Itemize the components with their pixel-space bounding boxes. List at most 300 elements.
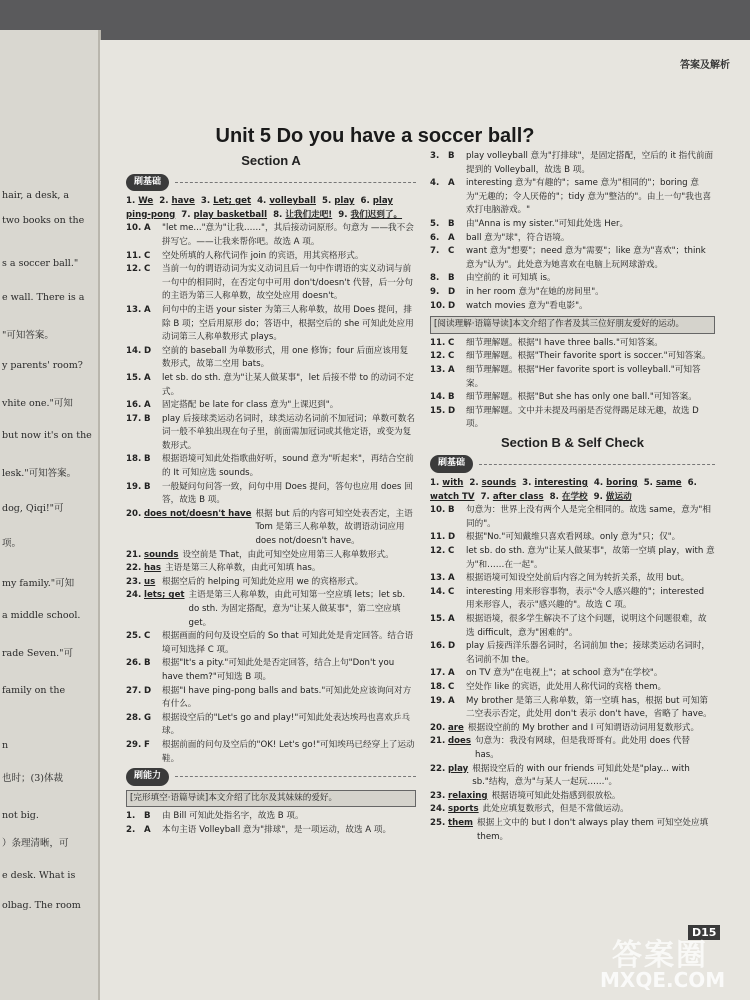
item-answer: B: [144, 454, 151, 465]
item-explanation: ball 意为"球"，符合语境。: [466, 232, 570, 243]
item-number: 11.: [430, 532, 446, 543]
left-page-text: a middle school.: [2, 610, 81, 621]
left-column: [126, 150, 416, 838]
item-number: 3.: [430, 151, 440, 161]
item-explanation: 问句中的主语 your sister 为第三人称单数，故用 Does 提问，排除 B 项；空后用原形 do；答语中，根据空后的 she 可知此处应用动词第三人称单数形式 plays。: [162, 304, 414, 343]
item-explanation: 根据语境可知此处指感到很放松。: [491, 790, 621, 801]
item-number: 3.: [200, 196, 214, 207]
answer-item: [430, 586, 715, 613]
item-answer: watch TV: [430, 491, 475, 502]
item-explanation: My brother 是第三人称单数，第一空填 has，根据 but 可知第二空表示否定，此处用 don't 表示 don't have，省略了 have。: [466, 695, 712, 720]
answer-list: [126, 810, 416, 837]
item-number: 28.: [126, 712, 142, 723]
fill-answers: [430, 477, 715, 504]
answer-list: [430, 150, 715, 313]
answer-item: [126, 562, 416, 576]
item-explanation: 根据语境可知设空处前后内容之间为转折关系，故用 but。: [466, 573, 690, 584]
item-answer: us: [144, 576, 156, 587]
page-number: D15: [688, 925, 720, 940]
item-explanation: 设空前是 That，由此可知空处应用第三人称单数形式。: [182, 549, 394, 560]
item-answer: 在学校: [561, 491, 588, 502]
tag-ability: [126, 768, 416, 786]
item-number: 13.: [430, 573, 446, 584]
fill-answer: [257, 196, 316, 206]
fill-answer: [126, 196, 153, 206]
item-explanation: 固定搭配 be late for class 意为"上课迟到"。: [162, 400, 339, 411]
item-answer: C: [144, 631, 151, 642]
item-explanation: 句意为：世界上没有两个人是完全相同的。故选 same，意为"相同的"。: [466, 505, 711, 529]
answer-item: [126, 222, 416, 249]
item-number: 10.: [430, 300, 446, 311]
watermark-url: MXQE.COM: [600, 968, 726, 992]
answer-item: [126, 399, 416, 413]
item-explanation: 空前的 baseball 为单数形式，用 one 修饰；four 后面应该用复数形式，故第二空用 bats。: [162, 345, 409, 370]
item-number: 27.: [126, 685, 142, 696]
item-answer: play: [334, 196, 355, 207]
item-answer: B: [448, 218, 455, 229]
answer-item: [126, 657, 416, 684]
fill-answer: [594, 478, 638, 488]
answer-item: [126, 712, 416, 739]
item-explanation: 由 Bill 可知此处指名字，故选 B 项。: [162, 811, 304, 822]
answer-item: [430, 300, 715, 314]
item-answer: F: [144, 739, 150, 750]
left-page-text: my family."可知: [2, 578, 75, 589]
answer-item: [430, 391, 715, 405]
answer-item: [430, 364, 715, 391]
item-number: 2.: [126, 824, 136, 835]
item-explanation: interesting 用来形容事物，表示"令人感兴趣的"；interested 用来形容人，表示"感兴趣的"。故选 C 项。: [466, 586, 705, 611]
item-explanation: 句意为：我没有网球，但是我哥哥有。此处用 does 代替 has。: [475, 736, 691, 760]
left-page-text: e desk. What is: [2, 870, 76, 881]
item-number: 1.: [126, 811, 136, 822]
fill-answer: [273, 210, 332, 220]
item-number: 13.: [430, 364, 446, 375]
item-answer: sounds: [144, 549, 179, 560]
item-answer: play: [448, 763, 469, 774]
item-answer: G: [144, 712, 152, 723]
item-answer: A: [144, 223, 151, 234]
item-number: 5.: [643, 478, 656, 489]
section-a-heading: Section A: [241, 153, 301, 168]
fill-answers: [126, 195, 416, 222]
item-answer: B: [448, 505, 455, 516]
left-page-text: two books on the: [2, 215, 85, 226]
item-answer: C: [144, 250, 151, 261]
item-number: 16.: [430, 641, 446, 652]
item-explanation: 由空前的 it 可知填 is。: [466, 273, 556, 284]
item-number: 11.: [430, 337, 446, 348]
tag-label: 刷基础: [430, 455, 473, 473]
item-explanation: 根据设空后的 with our friends 可知此处是"play... with sb."结构，意为"与某人一起玩……"。: [472, 763, 690, 788]
item-explanation: in her room 意为"在她的房间里"。: [466, 286, 604, 297]
item-number: 12.: [126, 264, 142, 275]
left-page-text: vhite one."可知: [2, 398, 73, 409]
item-explanation: 细节理解题。根据"I have three balls."可知答案。: [466, 337, 663, 348]
item-explanation: 细节理解题。根据"Her favorite sport is volleyball."可知答案。: [466, 364, 701, 389]
item-explanation: 根据语境可知此处指歌曲好听，sound 意为"听起来"，再结合空前的 It 可知应选 sounds。: [162, 454, 414, 479]
item-answer: We: [138, 196, 154, 207]
answer-item: [430, 667, 715, 681]
left-page-text: dog, Qiqi!"可: [2, 503, 64, 514]
item-number: 4.: [257, 196, 270, 207]
left-page-text: s a soccer ball.": [2, 258, 79, 269]
item-answer: sports: [448, 804, 479, 815]
left-page-text: y parents' room?: [2, 360, 83, 371]
item-number: 23.: [126, 576, 142, 587]
item-explanation: on TV 意为"在电视上"；at school 意为"在学校"。: [466, 668, 663, 679]
item-number: 8.: [549, 491, 562, 502]
item-number: 12.: [430, 351, 446, 362]
item-answer: relaxing: [448, 790, 488, 801]
answer-item: [430, 405, 715, 432]
answer-item: [126, 549, 416, 563]
item-explanation: 细节理解题。根据"Their favorite sport is soccer."可知答案。: [466, 351, 711, 362]
item-explanation: "let me..."意为"让我……"，其后接动词原形。句意为 ——我不会拼写它。——让我来帮你吧。故选 A 项。: [162, 223, 414, 247]
item-number: 15.: [430, 405, 446, 416]
answer-item: [430, 722, 715, 736]
answer-item: [430, 545, 715, 572]
item-number: 9.: [593, 491, 606, 502]
answer-list: [126, 508, 416, 630]
answer-item: [126, 413, 416, 454]
item-answer: C: [448, 246, 455, 257]
item-answer: A: [448, 614, 455, 624]
answer-item: [126, 508, 416, 549]
unit-title: Unit 5 Do you have a soccer ball?: [215, 125, 535, 147]
item-number: 6.: [430, 232, 440, 243]
item-answer: boring: [606, 478, 638, 489]
left-page-text: olbag. The room: [2, 900, 81, 911]
item-answer: C: [448, 351, 455, 362]
item-answer: A: [448, 364, 455, 375]
item-number: 24.: [430, 804, 446, 815]
item-explanation: watch movies 意为"看电影"。: [466, 300, 588, 311]
item-explanation: let sb. do sth. 意为"让某人做某事"，故第一空填 play，with 意为"和……在一起"。: [466, 546, 715, 570]
answer-item: [126, 685, 416, 712]
item-answer: does not/doesn't have: [144, 508, 252, 519]
item-explanation: 本句主语 Volleyball 意为"排球"，是一项运动，故选 A 项。: [162, 824, 392, 835]
item-answer: D: [448, 286, 456, 297]
item-number: 23.: [430, 790, 446, 801]
item-number: 15.: [430, 614, 446, 624]
left-page-text: e wall. There is a: [2, 292, 85, 303]
item-answer: lets; get: [144, 590, 185, 601]
fill-answer: [469, 478, 516, 488]
answer-item: [126, 824, 416, 838]
item-number: 14.: [430, 392, 446, 403]
item-answer: with: [442, 478, 464, 489]
item-answer: 我们迟到了。: [350, 209, 403, 220]
item-answer: 让我们走吧!: [285, 209, 333, 220]
item-explanation: 根据 but 后的内容可知空处表否定，主语 Tom 是第三人称单数，故谓语动词应用 does not/doesn't have。: [255, 508, 413, 547]
answer-item: [430, 790, 715, 804]
item-number: 7.: [480, 491, 493, 502]
answer-item: [430, 177, 715, 218]
answer-item: [430, 245, 715, 272]
item-answer: C: [448, 586, 455, 597]
answer-item: [430, 640, 715, 667]
answer-item: [430, 531, 715, 545]
item-answer: C: [448, 337, 455, 348]
answer-item: [126, 345, 416, 372]
item-explanation: 细节理解题。根据"But she has only one ball."可知答案。: [466, 392, 697, 403]
item-answer: A: [448, 178, 455, 189]
item-number: 19.: [126, 481, 142, 492]
item-answer: B: [144, 811, 151, 822]
answer-item: [126, 739, 416, 766]
section-b-heading: Section B & Self Check: [500, 434, 645, 450]
item-number: 1.: [126, 196, 139, 207]
item-explanation: 根据语境，很多学生解决不了这个问题，说明这个问题很难，故选 difficult，意为"困难的"。: [466, 614, 707, 638]
fill-answer: [159, 196, 195, 206]
answer-item: [430, 350, 715, 364]
item-explanation: 根据画面的问句及设空后的 So that 可知此处是肯定回答。结合语境可知选择 C 项。: [162, 631, 414, 655]
item-answer: same: [655, 478, 682, 489]
item-number: 8.: [273, 209, 286, 220]
right-column: [430, 150, 715, 844]
item-number: 4.: [593, 478, 607, 489]
answer-item: [430, 286, 715, 300]
item-explanation: 根据"It's a pity."可知此处是否定回答，结合上句"Don't you have them?"可知选 B 项。: [162, 658, 395, 682]
item-explanation: 空处所填的人称代词作 join 的宾语，用其宾格形式。: [162, 250, 364, 261]
left-page-text: but now it's on the: [2, 430, 92, 441]
item-number: 3.: [522, 478, 535, 489]
answer-item: [430, 504, 715, 531]
item-explanation: 主语是第三人称单数，由此可知第一空应填 lets；let sb. do sth. 为固定搭配，意为"让某人做某事"，第二空应填 get。: [188, 590, 406, 628]
item-number: 8.: [430, 273, 440, 284]
item-answer: Let; get: [213, 196, 252, 207]
answer-item: [126, 589, 416, 630]
answer-item: [126, 576, 416, 590]
item-explanation: 根据设空前的 My brother and I 可知谓语动词用复数形式。: [467, 722, 700, 733]
tag-basic: [126, 174, 416, 192]
item-number: 25.: [430, 817, 446, 828]
item-answer: 做运动: [605, 491, 632, 502]
item-number: 14.: [430, 586, 446, 597]
answer-item: [430, 150, 715, 177]
item-explanation: 根据"No."可知戴维只喜欢看网球。only 意为"只；仅"。: [466, 532, 681, 543]
answer-item: [430, 218, 715, 232]
item-answer: D: [448, 532, 456, 543]
item-number: 14.: [126, 345, 142, 356]
item-number: 2.: [159, 196, 172, 207]
fill-answer: [430, 478, 463, 488]
item-answer: has: [144, 563, 162, 574]
item-explanation: 根据上文中的 but I don't always play them 可知空处应填 them。: [477, 817, 709, 842]
item-number: 4.: [430, 178, 440, 189]
item-answer: volleyball: [269, 196, 316, 207]
item-answer: A: [144, 824, 151, 835]
item-number: 5.: [321, 196, 335, 207]
answer-item: [126, 250, 416, 264]
fill-answer: [338, 210, 402, 220]
item-number: 21.: [430, 736, 446, 747]
answer-list: [430, 504, 715, 722]
item-answer: A: [448, 695, 455, 706]
answer-list: [126, 222, 416, 507]
answer-item: [126, 453, 416, 480]
left-page-text: 项。: [2, 538, 22, 549]
answer-item: [430, 613, 715, 640]
item-explanation: 此处应填复数形式，但是不常做运动。: [482, 804, 629, 815]
item-answer: have: [171, 196, 195, 207]
item-number: 1.: [430, 478, 443, 489]
item-explanation: 主语是第三人称单数，由此可知填 has。: [165, 563, 321, 574]
item-answer: are: [448, 722, 464, 733]
item-answer: interesting: [534, 478, 588, 489]
item-answer: A: [144, 372, 151, 383]
tag-label: 刷基础: [126, 174, 169, 192]
item-answer: D: [448, 300, 456, 311]
item-number: 9.: [338, 209, 351, 220]
answer-item: [126, 304, 416, 345]
item-number: 20.: [430, 722, 446, 733]
item-answer: play basketball: [193, 209, 268, 220]
passage-guide: [完形填空·语篇导读]本文介绍了比尔及其妹妹的爱好。: [126, 790, 416, 808]
fill-answer: [322, 196, 354, 206]
fill-answer: [594, 492, 632, 502]
item-number: 24.: [126, 590, 142, 601]
item-number: 7.: [181, 209, 194, 220]
item-explanation: 根据前面的问句及空后的"OK! Let's go!"可知埃玛已经穿上了运动鞋。: [162, 739, 415, 764]
item-answer: D: [448, 405, 456, 416]
item-explanation: let sb. do sth. 意为"让某人做某事"，let 后接不带 to 的动词不定式。: [162, 372, 414, 397]
item-answer: C: [448, 546, 455, 557]
item-explanation: play 后接球类运动名词时，球类运动名词前不加冠词；单数可数名词一般不单独出现在句子里，前面需加冠词或其他定语，或变为复数形式。: [162, 413, 415, 451]
answer-item: [430, 337, 715, 351]
item-answer: A: [448, 668, 455, 679]
item-explanation: 根据设空后的"Let's go and play!"可知此处表达埃玛也喜欢乒乓球。: [162, 712, 411, 737]
item-answer: play ping-pong: [126, 196, 393, 220]
item-answer: D: [448, 641, 456, 652]
fill-answer: [644, 478, 682, 488]
left-page-text: n: [2, 740, 9, 751]
item-number: 6.: [687, 478, 697, 489]
item-answer: A: [448, 573, 455, 584]
item-number: 17.: [126, 413, 142, 424]
fill-answer: [522, 478, 588, 488]
item-explanation: 细节理解题。文中并未提及玛丽是否觉得踢足球无趣，故选 D 项。: [466, 405, 699, 430]
item-explanation: 由"Anna is my sister."可知此处选 Her。: [466, 218, 629, 229]
item-answer: D: [144, 685, 152, 696]
item-answer: B: [448, 392, 455, 403]
answer-item: [430, 695, 715, 722]
answer-item: [430, 232, 715, 246]
left-page-text: not big.: [2, 810, 39, 821]
answer-list: [430, 722, 715, 844]
answer-list: [126, 630, 416, 766]
answer-item: [430, 272, 715, 286]
answer-list: [430, 337, 715, 432]
left-page: [0, 30, 101, 1000]
left-page-text: ）条理清晰，可: [2, 838, 69, 849]
item-number: 16.: [126, 400, 142, 411]
item-number: 7.: [430, 246, 440, 257]
answer-item: [430, 735, 715, 762]
passage-guide: [阅读理解·语篇导读]本文介绍了作者及其三位好朋友爱好的运动。: [430, 316, 715, 334]
answer-item: [126, 810, 416, 824]
left-page-text: family on the: [2, 685, 66, 696]
item-answer: A: [144, 400, 151, 411]
page-header: 答案及解析: [680, 60, 730, 71]
item-number: 26.: [126, 658, 142, 669]
item-number: 11.: [126, 250, 142, 261]
item-number: 12.: [430, 546, 446, 557]
left-page-text: rade Seven."可: [2, 648, 74, 659]
answer-item: [126, 481, 416, 508]
item-answer: A: [448, 232, 455, 243]
item-number: 18.: [126, 454, 142, 465]
item-number: 25.: [126, 631, 142, 642]
item-answer: B: [144, 481, 151, 492]
item-explanation: 一般疑问句问答一致，问句中用 Does 提问，答句也应用 does 回答，故选 B 项。: [162, 481, 413, 506]
item-answer: C: [448, 681, 455, 692]
left-page-text: lesk."可知答案。: [2, 468, 77, 479]
item-answer: B: [144, 658, 151, 669]
item-explanation: 空处作 like 的宾语，此处用人称代词的宾格 them。: [466, 681, 667, 692]
item-answer: B: [448, 273, 455, 284]
watermark-logo: 答案圈: [612, 938, 708, 973]
item-number: 22.: [430, 763, 446, 774]
fill-answer: [201, 196, 251, 206]
item-explanation: 根据"I have ping-pong balls and bats."可知此处应该询问对方有什么。: [162, 685, 412, 710]
item-answer: B: [144, 413, 151, 424]
fill-answer: [181, 210, 267, 220]
tag-basic: [430, 455, 715, 473]
item-number: 21.: [126, 549, 142, 560]
item-answer: B: [448, 151, 455, 161]
left-page-text: 也时；(3)体裁: [2, 773, 63, 784]
item-explanation: 当前一句的谓语动词为实义动词且后一句中作谓语的实义动词与前一句中的相同时，在否定句中可用 don't/doesn't 代替，后一分句的主语为第三人称单数，故空处应用 doesn't。: [162, 264, 413, 302]
item-explanation: interesting 意为"有趣的"；same 意为"相同的"；boring 意为"无趣的；令人厌倦的"；tidy 意为"整洁的"。由上一句"我也喜欢打电脑游戏。": [466, 178, 712, 216]
item-explanation: play volleyball 意为"打排球"，是固定搭配，空后的 it 指代前面提到的 Volleyball，故选 B 项。: [466, 151, 714, 175]
fill-answer: [550, 492, 588, 502]
item-answer: A: [144, 304, 151, 315]
item-explanation: play 后接西洋乐器名词时，名词前加 the；接球类运动名词时，名词前不加 the。: [466, 641, 711, 665]
item-number: 20.: [126, 508, 142, 519]
answer-item: [430, 763, 715, 790]
left-page-text: "可知答案。: [2, 330, 54, 341]
item-number: 17.: [430, 668, 446, 679]
fill-answer: [481, 492, 544, 502]
item-answer: D: [144, 345, 152, 356]
answer-item: [126, 263, 416, 304]
item-number: 22.: [126, 563, 142, 574]
item-explanation: want 意为"想要"；need 意为"需要"；like 意为"喜欢"；think 意为"认为"。此处意为她喜欢在电脑上玩网球游戏。: [466, 246, 706, 270]
item-answer: after class: [492, 491, 544, 502]
answer-item: [430, 803, 715, 817]
item-number: 15.: [126, 372, 142, 383]
item-number: 19.: [430, 695, 446, 706]
answer-item: [430, 817, 715, 844]
item-number: 18.: [430, 681, 446, 692]
item-answer: does: [448, 736, 471, 747]
tag-label: 刷能力: [126, 768, 169, 786]
item-answer: sounds: [481, 478, 517, 489]
item-answer: C: [144, 264, 151, 275]
item-number: 5.: [430, 218, 440, 229]
item-number: 10.: [430, 505, 446, 516]
answer-item: [430, 681, 715, 695]
item-number: 13.: [126, 304, 142, 315]
item-number: 2.: [469, 478, 482, 489]
answer-item: [126, 372, 416, 399]
answer-item: [126, 630, 416, 657]
item-answer: them: [448, 817, 474, 828]
item-number: 6.: [360, 196, 373, 207]
item-number: 9.: [430, 286, 440, 297]
